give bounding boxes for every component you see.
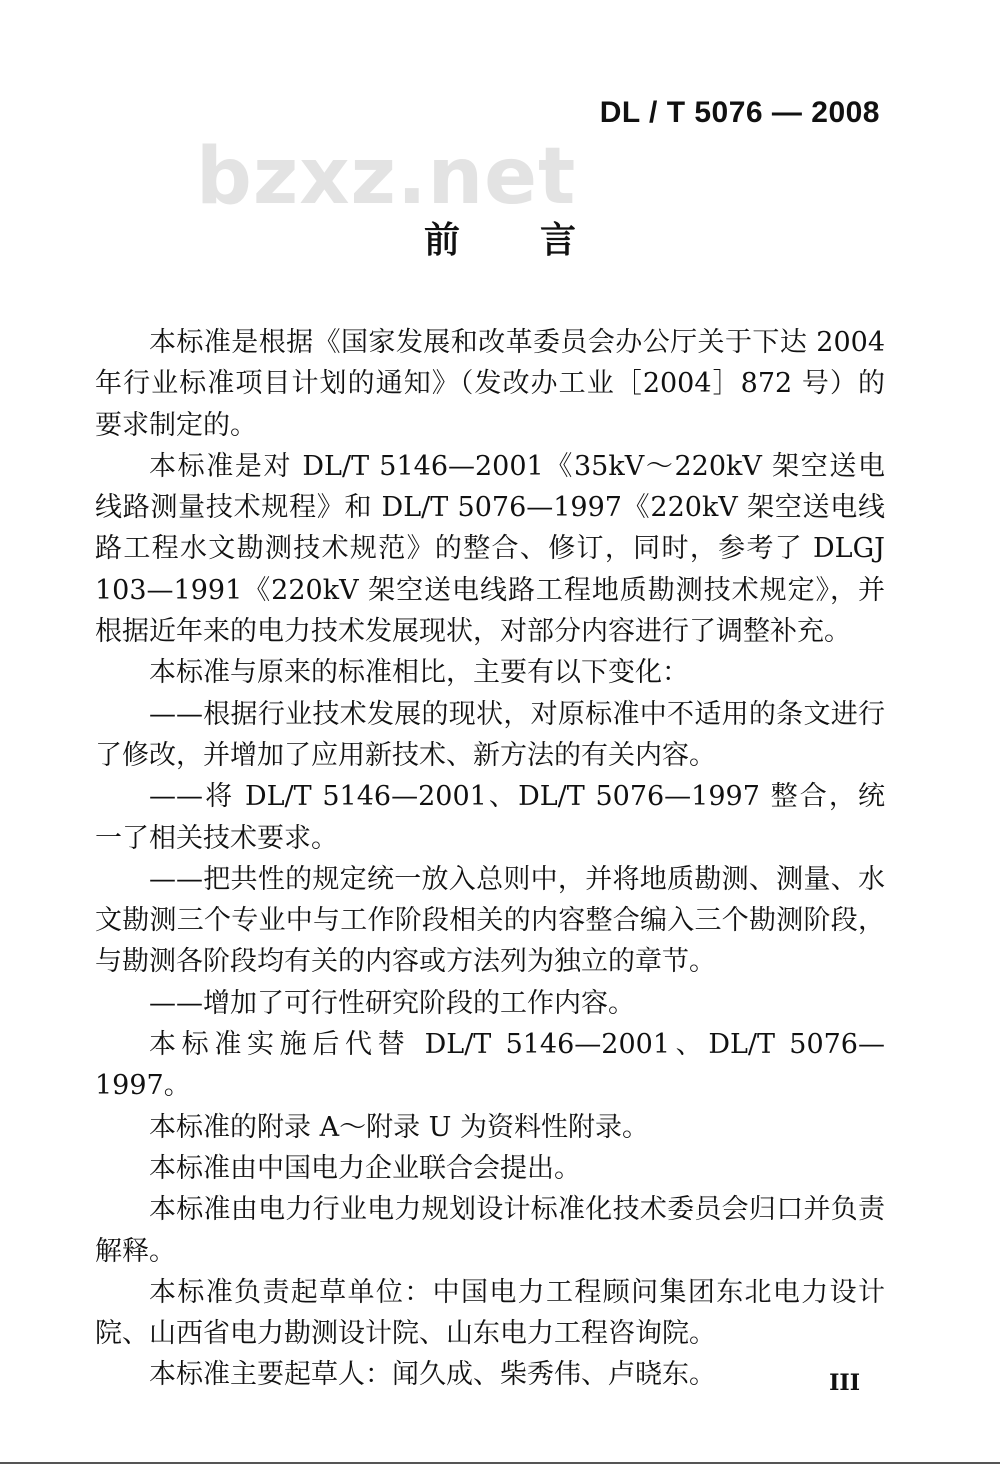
standard-code: DL / T 5076 — 2008 xyxy=(599,96,880,129)
watermark: bzxz.net xyxy=(196,132,577,222)
paragraph: 本标准与原来的标准相比，主要有以下变化： xyxy=(149,657,689,689)
bottom-rule xyxy=(0,1462,1000,1464)
paragraph: 本标准的附录 A～附录 U 为资料性附录。 xyxy=(149,1111,650,1143)
paragraph: 本标准实施后代替 DL/T 5146—2001、DL/T 5076—1997。 xyxy=(95,1029,885,1102)
paragraph: ——将 DL/T 5146—2001、DL/T 5076—1997 整合，统一了相关技术要求。 xyxy=(95,781,885,854)
page-title xyxy=(0,212,1000,263)
title-char-2: 言 xyxy=(540,220,577,261)
paragraph: 本标准由电力行业电力规划设计标准化技术委员会归口并负责解释。 xyxy=(95,1194,885,1267)
paragraph: ——根据行业技术发展的现状，对原标准中不适用的条文进行了修改，并增加了应用新技术、新方法的有关内容。 xyxy=(95,698,885,771)
paragraph: 本标准负责起草单位：中国电力工程顾问集团东北电力设计院、山西省电力勘测设计院、山东电力工程咨询院。 xyxy=(95,1276,885,1350)
preface-body xyxy=(95,322,885,1396)
paragraph: ——把共性的规定统一放入总则中，并将地质勘测、测量、水文勘测三个专业中与工作阶段相关的内容整合编入三个勘测阶段，与勘测各阶段均有关的内容或方法列为独立的章节。 xyxy=(95,863,885,978)
paragraph: 本标准由中国电力企业联合会提出。 xyxy=(149,1152,581,1184)
paragraph: ——增加了可行性研究阶段的工作内容。 xyxy=(149,987,635,1019)
page-number: III xyxy=(829,1370,860,1396)
paragraph: 本标准主要起草人：闻久成、柴秀伟、卢晓东。 xyxy=(149,1359,716,1391)
paragraph: 本标准是对 DL/T 5146—2001《35kV～220kV 架空送电线路测量技术规程》和 DL/T 5076—1997《220kV 架空送电线路工程水文勘测技术规范》的整合、修订，同时，参考了 DLGJ 103—1991《220kV 架空送电线路工程地质勘测技术规定》，并根据近年来的电力技术发展现状，对部分内容进行了调整补充。 xyxy=(95,450,885,648)
title-char-1: 前 xyxy=(423,220,460,261)
paragraph: 本标准是根据《国家发展和改革委员会办公厅关于下达 2004 年行业标准项目计划的通知》（发改办工业［2004］872 号）的要求制定的。 xyxy=(95,327,885,441)
